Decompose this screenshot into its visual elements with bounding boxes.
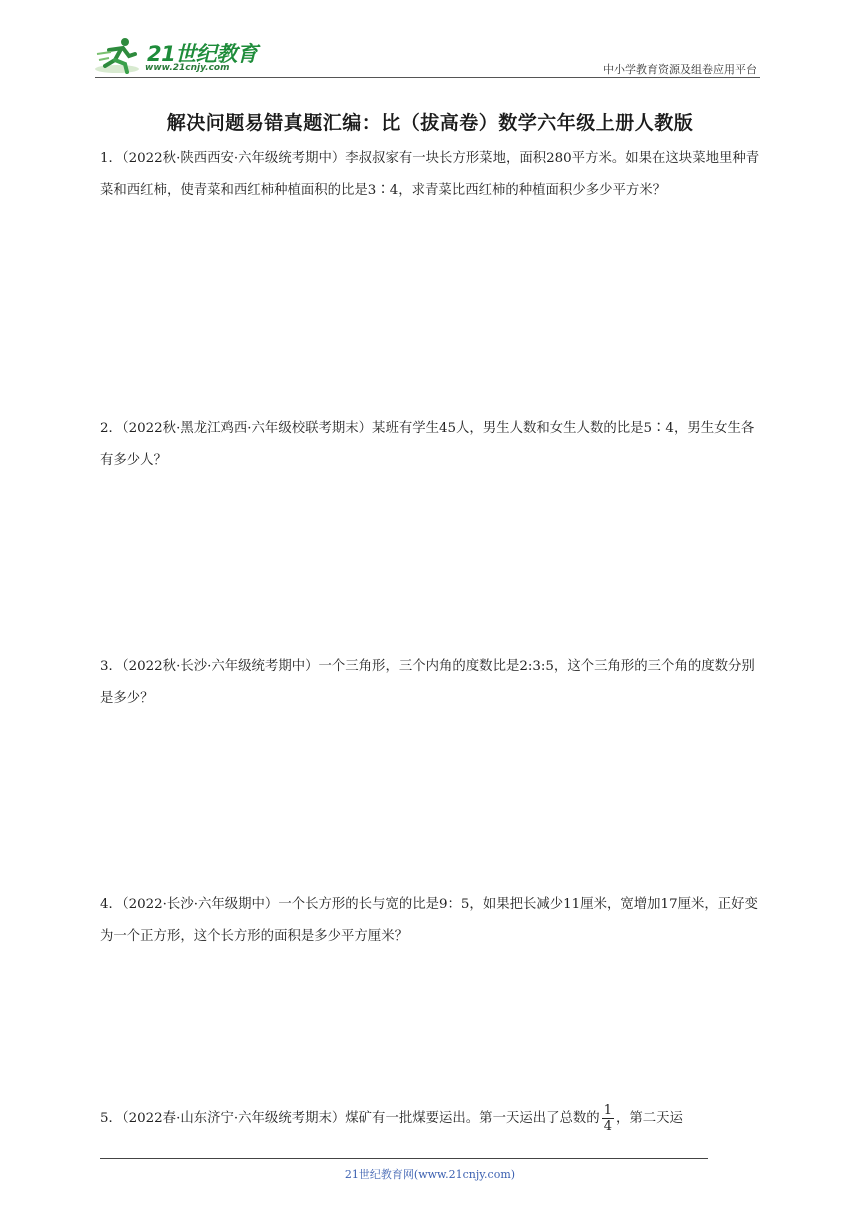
fraction-denominator: 4: [603, 1119, 612, 1134]
page-title: 解决问题易错真题汇编：比（拔高卷）数学六年级上册人教版: [166, 112, 694, 134]
page-header: [95, 30, 760, 78]
question-2: 2．（2022秋·黑龙江鸡西·六年级校联考期末）某班有学生45人，男生人数和女生人数的比是5∶4，男生女生各有多少人？: [100, 421, 755, 468]
footer-link[interactable]: 21世纪教育网(www.21cnjy.com): [344, 1168, 516, 1181]
fraction: [602, 1103, 614, 1134]
platform-name: 中小学教育资源及组卷应用平台: [603, 63, 757, 76]
logo: [95, 36, 265, 76]
question-5: [100, 1103, 762, 1135]
runner-logo-icon: [95, 36, 145, 76]
question-3: 3．（2022秋·长沙·六年级统考期中）一个三角形，三个内角的度数比是2:3:5，这个三角形的三个角的度数分别是多少？: [100, 659, 755, 706]
question-5-text-after: ，第二天运: [615, 1111, 683, 1126]
question-4: 4．（2022·长沙·六年级期中）一个长方形的长与宽的比是9：5，如果把长减少11厘米，宽增加17厘米，正好变为一个正方形，这个长方形的面积是多少平方厘米？: [100, 897, 758, 944]
header-divider: [95, 77, 760, 78]
footer-divider: [100, 1158, 708, 1159]
question-1: 1．（2022秋·陕西西安·六年级统考期中）李叔叔家有一块长方形菜地，面积280平方米。如果在这块菜地里种青菜和西红柿，使青菜和西红柿种植面积的比是3∶4，求青菜比西红柿的种植面积少多少平方米？: [100, 151, 760, 198]
fraction-numerator: 1: [603, 1103, 612, 1118]
logo-text: 21世纪教育: [147, 42, 258, 66]
question-5-text-before: 5．（2022春·山东济宁·六年级统考期末）煤矿有一批煤要运出。第一天运出了总数的: [100, 1111, 600, 1126]
logo-url: www.21cnjy.com: [145, 63, 230, 73]
